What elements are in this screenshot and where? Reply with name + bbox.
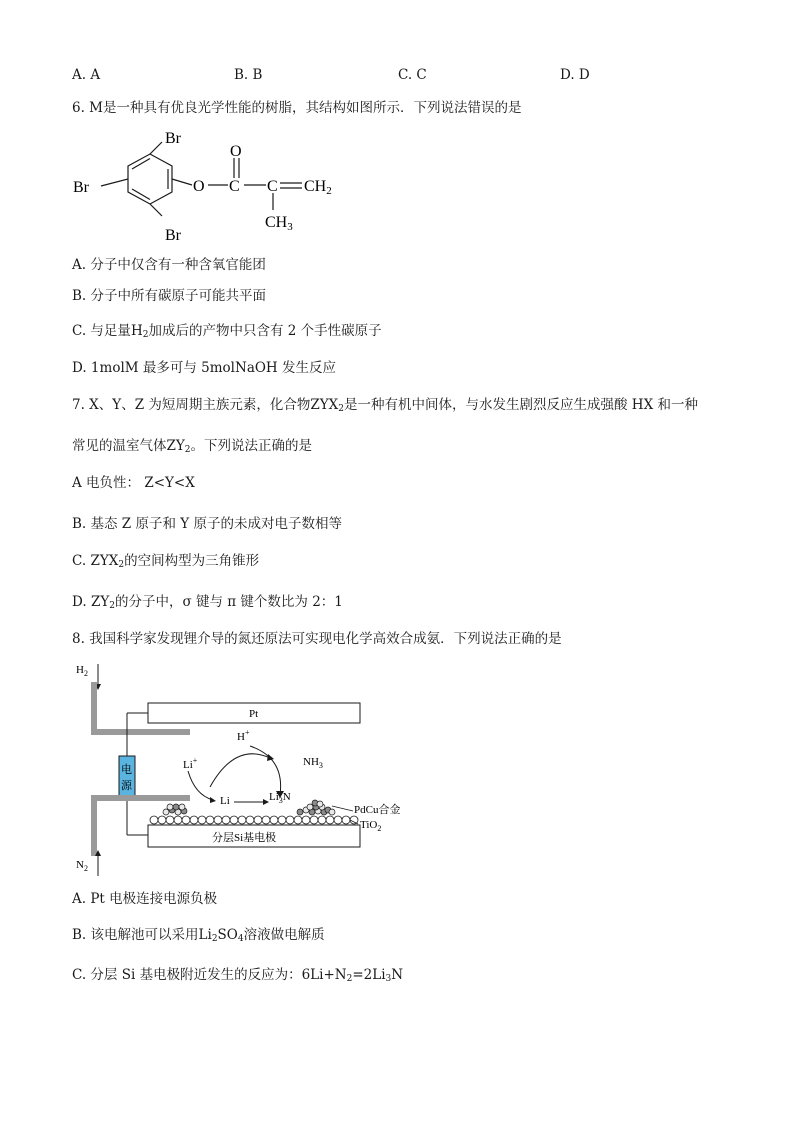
q7-option-a: A 电负性： Z<Y<X [72, 475, 195, 491]
q6-option-c: C. 与足量$H_2$加成后的产物中只含有 2 个手性碳原子 [72, 323, 382, 340]
pdcu-pointer [332, 806, 353, 811]
hplus-label: H+ [237, 728, 250, 743]
liplus-arrow-head [267, 754, 274, 761]
pt-label: Pt [249, 708, 259, 720]
si-electrode-label: 分层Si基电极 [212, 832, 277, 844]
liplus-to-li-arrow [188, 771, 213, 800]
q6-option-b: B. 分子中所有碳原子可能共平面 [72, 288, 267, 304]
nh3-label: $NH_3$ [303, 756, 323, 770]
tio2-particle [254, 816, 262, 824]
pdcu-particle [173, 804, 179, 810]
h2-label: $H_2$ [76, 664, 88, 678]
tio2-label: TiO$_2$ [360, 819, 382, 833]
q6-stem: 6. M是一种具有优良光学性能的树脂，其结构如图所示．下列说法错误的是 [72, 100, 522, 116]
power-label-2: 源 [121, 780, 132, 792]
tio2-particle [222, 816, 230, 824]
tio2-particle [190, 816, 198, 824]
n2-label: $N_2$ [76, 859, 88, 873]
q5-option-a: A. A [72, 67, 101, 83]
tio2-particle [350, 816, 358, 824]
tio2-particle [182, 816, 190, 824]
tio2-particle-layer [150, 816, 358, 824]
q8-option-a: A. Pt 电极连接电源负极 [72, 891, 218, 907]
br-bottom-label: Br [165, 227, 181, 244]
pdcu-particle [329, 809, 335, 815]
ester-oxygen-label: O [193, 178, 205, 195]
q5-option-d: D. D [560, 67, 590, 83]
liplus-label: Li+ [183, 756, 198, 771]
ch3-label: CH3 [265, 214, 293, 233]
q8-option-c: C. 分层 Si 基电极附近发生的反应为：$6Li+N_2=2Li_3N$ [72, 967, 404, 984]
q8-option-b: B. 该电解池可以采用$Li_2SO_4$溶液做电解质 [72, 927, 325, 944]
li3n-label: $Li_3N$ [269, 791, 291, 805]
q7-option-d: D. $ZY_2$的分子中，σ 键与 π 键个数比为 2：1 [72, 594, 343, 611]
tio2-particle [246, 816, 254, 824]
liplus-curve-arrow [210, 754, 270, 787]
pdcu-particle [307, 804, 313, 810]
q6-option-a: A. 分子中仅含有一种含氧官能团 [72, 257, 266, 273]
tio2-particle [302, 816, 310, 824]
q8-stem: 8. 我国科学家发现锂介导的氮还原法可实现电化学高效合成氨．下列说法正确的是 [72, 631, 562, 647]
tio2-particle [158, 816, 166, 824]
ch2-label: CH2 [304, 178, 332, 197]
pdcu-label: PdCu合金 [354, 804, 401, 816]
q5-options [72, 67, 752, 85]
tio2-particle [166, 816, 174, 824]
q7-stem: 7. X、Y、Z 为短周期主族元素，化合物$ZYX_2$是一种有机中间体，与水发生剧烈反应生成强酸 HX 和一种 [72, 397, 698, 414]
q7-option-b: B. 基态 Z 原子和 Y 原子的未成对电子数相等 [72, 516, 342, 532]
tio2-particle [334, 816, 342, 824]
tio2-particle [326, 816, 334, 824]
tio2-particle [238, 816, 246, 824]
pdcu-particle [317, 801, 323, 807]
q6-option-d: D. 1molM 最多可与 5molNaOH 发生反应 [72, 360, 336, 376]
pdcu-particle [179, 804, 185, 810]
tio2-particle [286, 816, 294, 824]
q8-electrolysis-diagram [70, 660, 430, 878]
li-label: Li [220, 795, 230, 807]
q5-option-b: B. B [234, 67, 263, 83]
tio2-particle [230, 816, 238, 824]
tio2-particle [318, 816, 326, 824]
q7-stem-line2: 常见的温室气体$ZY_2$。下列说法正确的是 [72, 438, 313, 455]
pdcu-particle [167, 804, 173, 810]
vinyl-carbon-label: C [267, 178, 278, 195]
br-top-label: Br [165, 130, 181, 147]
q7-option-c: C. $ZYX_2$的空间构型为三角锥形 [72, 553, 260, 570]
tio2-particle [150, 816, 158, 824]
tio2-particle [198, 816, 206, 824]
tio2-particle [342, 816, 350, 824]
q6-structure-diagram [68, 130, 358, 248]
tio2-particle [262, 816, 270, 824]
tio2-particle [294, 816, 302, 824]
tio2-particle [310, 816, 318, 824]
q5-option-c: C. C [398, 67, 427, 83]
tio2-particle [174, 816, 182, 824]
pdcu-particle [163, 809, 169, 815]
br-left-label: Br [73, 179, 89, 196]
power-label-1: 电 [121, 764, 132, 776]
tio2-particle [278, 816, 286, 824]
pdcu-particle [297, 809, 303, 815]
tio2-particle [206, 816, 214, 824]
tio2-particle [270, 816, 278, 824]
nh3-curve-arrow [250, 746, 281, 795]
carbonyl-oxygen-label: O [230, 143, 242, 160]
tio2-particle [214, 816, 222, 824]
li-arrow-head [210, 797, 216, 803]
carbonyl-carbon-label: C [229, 178, 240, 195]
